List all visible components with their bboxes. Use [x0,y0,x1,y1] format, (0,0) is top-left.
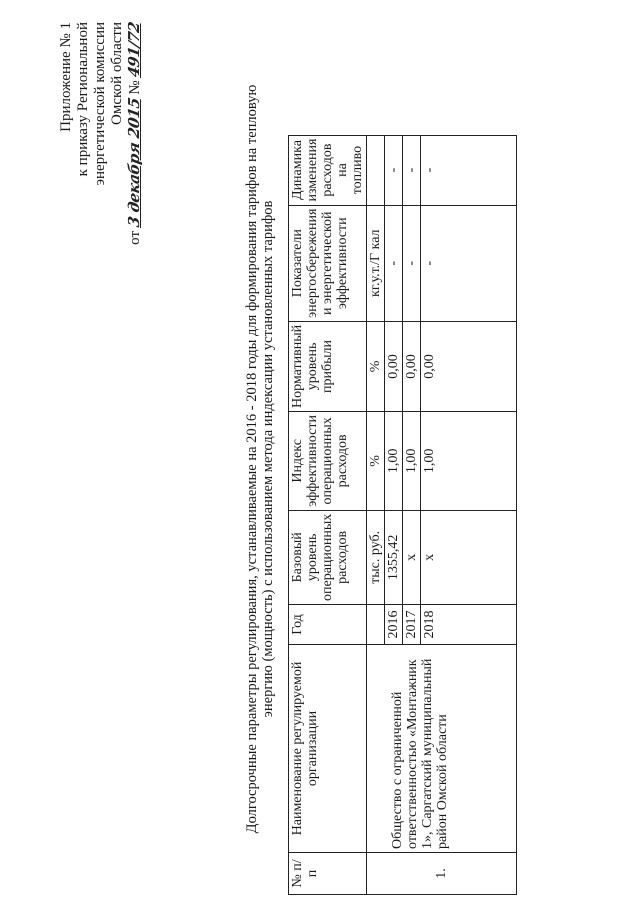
column-header-base-opex: Базовый уровень операционных расходов [289,510,367,604]
appendix-title: Приложение № 1 [58,22,74,132]
energy-saving-cell: - [403,205,421,321]
year-cell: 2018 [421,605,517,645]
order-number-label: № [127,80,143,95]
efficiency-index-cell: 1,00 [385,412,403,511]
column-header-number: № п/п [289,853,367,895]
org-name-cell [367,645,517,853]
table-cell [367,605,385,645]
column-header-profit-level: Нормативный уровень прибыли [289,321,367,411]
heading-line-1: Долгосрочные параметры регулирования, устанавливаемые на 2016 - 2018 годы для формирования тарифов на тепловую [244,84,260,834]
order-date-number [126,22,144,245]
year-cell: 2017 [403,605,421,645]
appendix-region-line: Омской области [109,22,125,125]
efficiency-index-cell: 1,00 [421,412,517,511]
fuel-dynamics-cell: - [403,135,421,205]
fuel-dynamics-cell: - [421,135,517,205]
appendix-header [58,22,144,245]
order-date-prefix: от [127,230,143,245]
base-opex-cell: x [403,510,421,604]
base-opex-cell: 1355,42 [385,510,403,604]
column-header-organization: Наименование регулируемой организации [289,645,367,853]
column-header-year: Год [289,605,367,645]
efficiency-index-cell: 1,00 [403,412,421,511]
table-header-row [289,135,367,894]
table-cell [367,135,385,205]
document-heading [244,19,276,899]
handwritten-number: 491/72 [125,20,143,79]
column-header-energy-saving: Показатели энергосбережения и энергетической эффективности [289,205,367,321]
profit-level-cell: 0,00 [403,321,421,411]
year-cell: 2016 [385,605,403,645]
column-header-efficiency-index: Индекс эффективности операционных расходов [289,412,367,511]
energy-saving-cell: - [421,205,517,321]
column-header-fuel-dynamics: Динамика изменения расходов на топливо [289,135,367,205]
table-row [367,135,385,894]
unit-energy-saving: кг.у.т./Г кал [367,205,385,321]
appendix-commission-line: энергетической комиссии [92,22,108,186]
profit-level-cell: 0,00 [385,321,403,411]
unit-profit-level: % [367,321,385,411]
heading-line-2: энергию (мощность) с использованием метода индексации установленных тарифов [260,200,276,718]
handwritten-date: 3 декабря 2015 [125,96,143,229]
base-opex-cell: x [421,510,517,604]
org-name: Общество с ограниченной ответственностью «Монтажник 1», Саргатский муниципальный район Омской области [390,658,450,849]
regulation-parameters-table [288,135,517,895]
fuel-dynamics-cell: - [385,135,403,205]
energy-saving-cell: - [385,205,403,321]
org-number-cell: 1. [367,853,517,895]
profit-level-cell: 0,00 [421,321,517,411]
appendix-order-line: к приказу Региональной [75,22,91,177]
unit-efficiency-index: % [367,412,385,511]
unit-base-opex: тыс. руб. [367,510,385,604]
